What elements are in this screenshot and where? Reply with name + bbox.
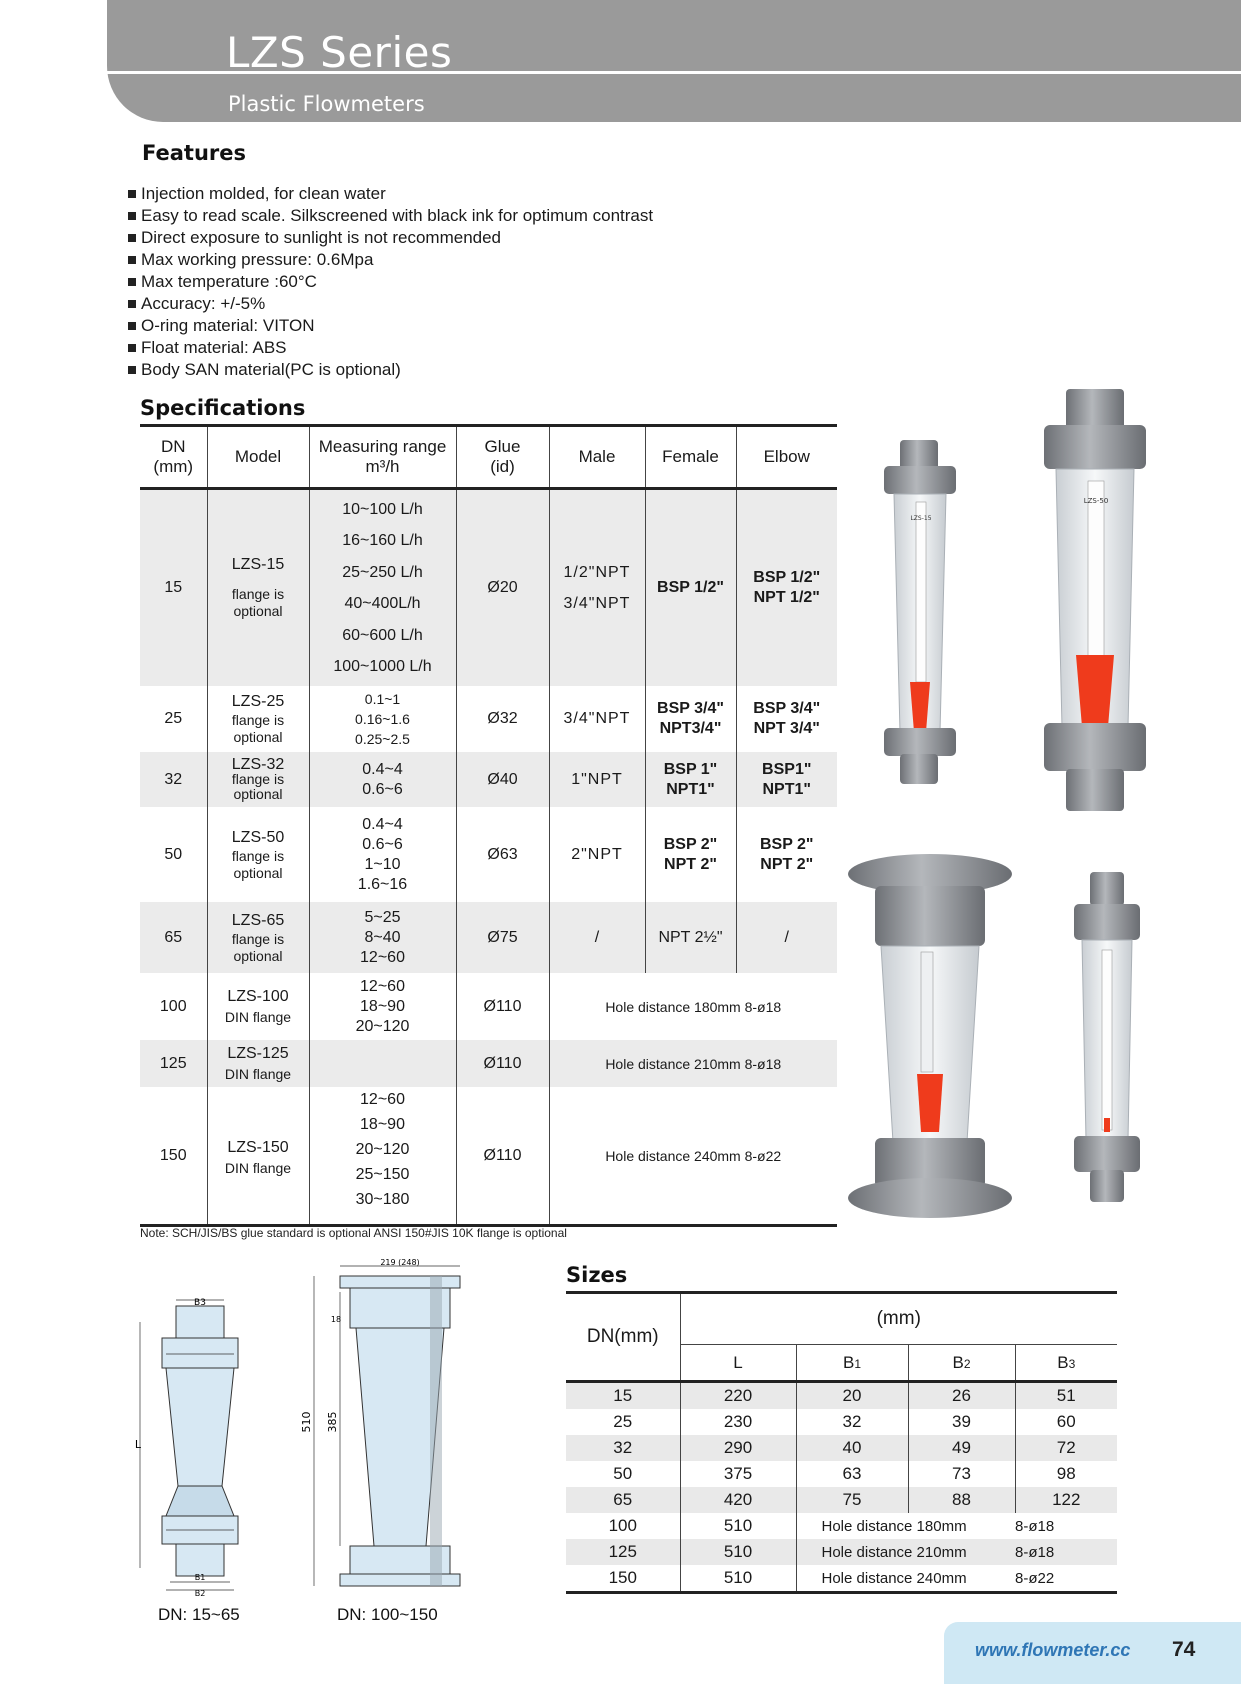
b2-cell: 39	[908, 1409, 1015, 1435]
model-cell: LZS-25 flange is optional	[207, 686, 309, 752]
page-subtitle: Plastic Flowmeters	[228, 92, 425, 116]
dn-cell: 65	[140, 902, 207, 973]
elbow-cell: /	[736, 902, 837, 973]
feature-item: O-ring material: VITON	[128, 315, 653, 337]
range-cell: 5~25 8~40 12~60	[309, 902, 456, 973]
spec-row-50	[140, 807, 837, 902]
b3-column-header: B3	[1015, 1345, 1117, 1382]
sizes-row	[566, 1382, 1117, 1410]
elbow-column-header: Elbow	[736, 426, 837, 489]
b1-dimension-label: B1	[194, 1573, 206, 1582]
dn-cell: 125	[566, 1539, 680, 1565]
feature-item: Max temperature :60°C	[128, 271, 653, 293]
spec-row-65	[140, 902, 837, 973]
scale-label: LZS-15	[910, 515, 932, 522]
l-cell: 420	[680, 1487, 796, 1513]
sizes-heading: Sizes	[566, 1263, 628, 1287]
model-cell: LZS-65 flange is optional	[207, 902, 309, 973]
female-cell: BSP 1/2"	[645, 489, 736, 687]
b3-cell: 98	[1015, 1461, 1117, 1487]
glue-cell: Ø110	[456, 1040, 549, 1087]
b1-cell: 63	[796, 1461, 908, 1487]
d18-dimension-label: 18	[330, 1315, 342, 1324]
dn-cell: 32	[140, 752, 207, 807]
drawing-dn15-65	[126, 1296, 256, 1596]
elbow-cell: BSP 2" NPT 2"	[736, 807, 837, 902]
male-cell: 2"NPT	[549, 807, 645, 902]
range-cell: 12~60 18~90 20~120	[309, 973, 456, 1040]
dn-cell: 50	[613, 1464, 633, 1483]
male-cell: 1"NPT	[549, 752, 645, 807]
dn-cell: 100	[159, 997, 187, 1015]
model-cell: LZS-50 flange is optional	[207, 807, 309, 902]
l-cell: 510	[680, 1513, 796, 1539]
hole-distance-cell: Hole distance 240mm	[796, 1565, 1015, 1593]
b1-column-header: B1	[796, 1345, 908, 1382]
flowmeter-photo-small	[870, 432, 970, 792]
sizes-row	[566, 1565, 1117, 1593]
d510-dimension-label: 510	[300, 1411, 313, 1433]
spec-header-row	[140, 426, 837, 489]
features-list	[128, 183, 653, 381]
feature-item: Float material: ABS	[128, 337, 653, 359]
female-cell: BSP 3/4" NPT3/4"	[645, 686, 736, 752]
dn-cell: 65	[566, 1487, 680, 1513]
dn-cell: 15	[140, 489, 207, 687]
b1-cell: 40	[796, 1435, 908, 1461]
spec-row-25	[140, 686, 837, 752]
model-cell: LZS-15 flange is optional	[207, 489, 309, 687]
sizes-row	[566, 1461, 1117, 1487]
l-cell: 230	[680, 1409, 796, 1435]
model-cell: LZS-100 DIN flange	[207, 973, 309, 1040]
l-dimension-label: L	[134, 1438, 142, 1451]
sizes-row	[566, 1409, 1117, 1435]
features-heading: Features	[142, 141, 246, 165]
range-cell: 0.4~4 0.6~6	[309, 752, 456, 807]
b3-cell: 51	[1015, 1382, 1117, 1410]
dn-cell: 150	[140, 1087, 207, 1226]
connection-cell: Hole distance 210mm 8-ø18	[549, 1040, 837, 1087]
range-cell: 10~100 L/h 16~160 L/h 25~250 L/h 40~400L/h 60~600 L/h 100~1000 L/h	[309, 489, 456, 687]
male-column-header: Male	[549, 426, 645, 489]
b2-column-header: B2	[908, 1345, 1015, 1382]
hole-distance-cell: Hole distance 180mm	[796, 1513, 1015, 1539]
dn-cell: 15	[566, 1382, 680, 1410]
glue-cell: Ø63	[456, 807, 549, 902]
b2-dimension-label: B2	[194, 1589, 206, 1596]
specifications-heading: Specifications	[140, 396, 306, 420]
elbow-cell: BSP1" NPT1"	[736, 752, 837, 807]
drawing-dn100-150	[300, 1256, 470, 1601]
range-column-header: Measuring range m³/h	[309, 426, 456, 489]
flowmeter-photo-slim	[1068, 870, 1148, 1205]
glue-column-header: Glue (id)	[456, 426, 549, 489]
hole-distance-cell: Hole distance 210mm	[796, 1539, 1015, 1565]
feature-item: Easy to read scale. Silkscreened with black ink for optimum contrast	[128, 205, 653, 227]
spec-row-15	[140, 489, 837, 687]
holes-cell: 8-ø22	[1015, 1565, 1117, 1593]
holes-cell: 8-ø18	[1015, 1517, 1055, 1535]
female-cell: BSP 2" NPT 2"	[645, 807, 736, 902]
specifications-note: Note: SCH/JIS/BS glue standard is optional ANSI 150#JIS 10K flange is optional	[140, 1226, 567, 1240]
glue-cell: Ø40	[456, 752, 549, 807]
d385-dimension-label: 385	[326, 1411, 339, 1433]
model-column-header: Model	[207, 426, 309, 489]
model-cell: LZS-150 DIN flange	[207, 1087, 309, 1226]
dn-cell: 100	[608, 1516, 637, 1535]
feature-item: Max working pressure: 0.6Mpa	[128, 249, 653, 271]
range-cell	[309, 1040, 456, 1087]
dn-cell: 125	[140, 1040, 207, 1087]
specifications-table	[140, 424, 837, 1227]
dn-column-header: DN(mm)	[566, 1293, 680, 1382]
feature-item: Body SAN material(PC is optional)	[128, 359, 653, 381]
glue-cell: Ø32	[456, 686, 549, 752]
feature-item: Injection molded, for clean water	[128, 183, 653, 205]
flowmeter-photo-large	[1038, 385, 1153, 815]
dn-cell: 50	[164, 845, 183, 863]
model-cell: LZS-32 flange is optional	[207, 752, 309, 807]
spec-row-150	[140, 1087, 837, 1226]
sizes-row	[566, 1435, 1117, 1461]
elbow-cell: BSP 1/2" NPT 1/2"	[736, 489, 837, 687]
dn-cell: 150	[566, 1565, 680, 1593]
b3-dimension-label: B3	[194, 1298, 206, 1308]
glue-cell: Ø110	[456, 1087, 549, 1226]
holes-cell: 8-ø18	[1015, 1539, 1117, 1565]
connection-cell: Hole distance 240mm 8-ø22	[549, 1087, 837, 1226]
sizes-row	[566, 1487, 1117, 1513]
drawing-caption-small: DN: 15~65	[158, 1605, 240, 1624]
sizes-row	[566, 1539, 1117, 1565]
page-title: LZS Series	[226, 28, 453, 77]
glue-cell: Ø110	[456, 973, 549, 1040]
dn-cell: 25	[164, 710, 183, 727]
range-cell: 0.4~4 0.6~6 1~10 1.6~16	[309, 807, 456, 902]
drawing-caption-large: DN: 100~150	[337, 1605, 438, 1624]
sizes-table	[566, 1291, 1117, 1594]
b2-cell: 26	[908, 1382, 1015, 1410]
b3-cell: 122	[1015, 1487, 1117, 1513]
connection-cell: Hole distance 180mm 8-ø18	[549, 973, 837, 1040]
b3-cell: 72	[1015, 1435, 1117, 1461]
male-cell: 3/4"NPT	[549, 686, 645, 752]
flowmeter-photo-flanged	[845, 852, 1015, 1222]
spec-row-32	[140, 752, 837, 807]
feature-item: Accuracy: +/-5%	[128, 293, 653, 315]
page-number: 74	[1172, 1638, 1196, 1661]
range-cell: 12~60 18~90 20~120 25~150 30~180	[309, 1087, 456, 1226]
b2-cell: 49	[908, 1435, 1015, 1461]
glue-cell: Ø20	[456, 489, 549, 687]
l-cell: 375	[680, 1461, 796, 1487]
b1-cell: 20	[796, 1382, 908, 1410]
spec-row-100	[140, 973, 837, 1040]
male-cell: /	[549, 902, 645, 973]
glue-cell: Ø75	[456, 902, 549, 973]
dn-column-header: DN (mm)	[140, 426, 207, 489]
b2-cell: 88	[908, 1487, 1015, 1513]
l-cell: 510	[680, 1565, 796, 1593]
scale-label: LZS-50	[1083, 497, 1109, 505]
female-cell: NPT 2½"	[645, 902, 736, 973]
l-cell: 510	[680, 1539, 796, 1565]
spec-row-125	[140, 1040, 837, 1087]
b1-cell: 32	[796, 1409, 908, 1435]
unit-header: (mm)	[680, 1293, 1117, 1345]
sizes-header-row	[566, 1293, 1117, 1345]
website-link[interactable]: www.flowmeter.cc	[975, 1640, 1131, 1660]
sizes-row	[566, 1513, 1117, 1539]
female-column-header: Female	[645, 426, 736, 489]
l-cell: 290	[680, 1435, 796, 1461]
elbow-cell: BSP 3/4" NPT 3/4"	[736, 686, 837, 752]
range-cell: 0.1~1 0.16~1.6 0.25~2.5	[309, 686, 456, 752]
dn-cell: 32	[566, 1435, 680, 1461]
dn-cell: 25	[613, 1412, 633, 1431]
female-cell: BSP 1" NPT1"	[645, 752, 736, 807]
l-column-header: L	[680, 1345, 796, 1382]
l-cell: 220	[680, 1382, 796, 1410]
b1-cell: 75	[796, 1487, 908, 1513]
b2-cell: 73	[908, 1461, 1015, 1487]
top-dimension-label: 219 (248)	[380, 1258, 420, 1267]
feature-item: Direct exposure to sunlight is not recommended	[128, 227, 653, 249]
model-cell: LZS-125 DIN flange	[207, 1040, 309, 1087]
male-cell: 1/2"NPT 3/4"NPT	[549, 489, 645, 687]
b3-cell: 60	[1015, 1409, 1117, 1435]
